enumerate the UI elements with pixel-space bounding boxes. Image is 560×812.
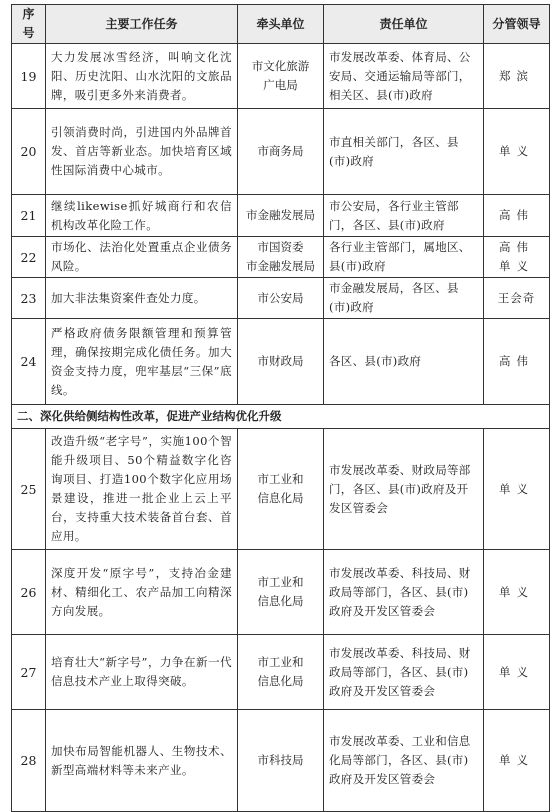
row-number: 19: [12, 44, 46, 109]
task-text: 加快布局智能机器人、生物技术、新型高端材料等未来产业。: [46, 710, 238, 812]
header-num: 序号: [12, 5, 46, 44]
leader-name: 高伟: [484, 319, 550, 405]
responsible-units: 市直相关部门，各区、县(市)政府: [324, 109, 484, 195]
responsible-units: 市发展改革委、工业和信息化局等部门，各区、县(市)政府及开发区管委会: [324, 710, 484, 812]
lead-unit: 市工业和 信息化局: [238, 429, 324, 550]
task-text: 深度开发“原字号”，支持冶金建材、精细化工、农产品加工向精深方向发展。: [46, 550, 238, 635]
task-text: 大力发展冰雪经济，叫响文化沈阳、历史沈阳、山水沈阳的文旅品牌，吸引更多外来消费者。: [46, 44, 238, 109]
lead-unit: 市工业和 信息化局: [238, 550, 324, 635]
responsible-units: 市发展改革委、体育局、公安局、交通运输局等部门，相关区、县(市)政府: [324, 44, 484, 109]
task-text: 加大非法集资案件查处力度。: [46, 278, 238, 319]
header-leader: 分管领导: [484, 5, 550, 44]
table-row: [12, 550, 550, 635]
table-row: [12, 319, 550, 405]
table-row: [12, 237, 550, 278]
lead-unit: 市公安局: [238, 278, 324, 319]
header-task: 主要工作任务: [46, 5, 238, 44]
lead-unit: 市工业和 信息化局: [238, 635, 324, 710]
section-title: 二、深化供给侧结构性改革，促进产业结构优化升级: [12, 405, 550, 429]
row-number: 20: [12, 109, 46, 195]
leader-name: 单义: [484, 635, 550, 710]
row-number: 21: [12, 195, 46, 237]
responsible-units: 各区、县(市)政府: [324, 319, 484, 405]
table-row: [12, 429, 550, 550]
row-number: 26: [12, 550, 46, 635]
section-row: [12, 405, 550, 429]
lead-unit: 市商务局: [238, 109, 324, 195]
leader-name: 单义: [484, 550, 550, 635]
leader-name: 单义: [484, 109, 550, 195]
lead-unit: 市文化旅游 广电局: [238, 44, 324, 109]
table-row: [12, 109, 550, 195]
row-number: 22: [12, 237, 46, 278]
leader-name: 高伟: [484, 195, 550, 237]
row-number: 24: [12, 319, 46, 405]
row-number: 27: [12, 635, 46, 710]
leader-name: 郑滨: [484, 44, 550, 109]
row-number: 25: [12, 429, 46, 550]
task-text: 培育壮大“新字号”，力争在新一代信息技术产业上取得突破。: [46, 635, 238, 710]
row-number: 23: [12, 278, 46, 319]
table-row: [12, 635, 550, 710]
header-lead: 牵头单位: [238, 5, 324, 44]
row-number: 28: [12, 710, 46, 812]
task-text: 改造升级“老字号”，实施100个智能升级项目、50个精益数字化咨询项目、打造100个数字化应用场景建设，推进一批企业上云上平台，支持重大技术装备首台套、首应用。: [46, 429, 238, 550]
table-row: [12, 710, 550, 812]
responsible-units: 市发展改革委、科技局、财政局等部门，各区、县(市)政府及开发区管委会: [324, 550, 484, 635]
leader-name: 高伟 单义: [484, 237, 550, 278]
lead-unit: 市财政局: [238, 319, 324, 405]
responsible-units: 市发展改革委、财政局等部门，各区、县(市)政府及开发区管委会: [324, 429, 484, 550]
header-row: [12, 5, 550, 44]
leader-name: 单义: [484, 429, 550, 550]
table-row: [12, 278, 550, 319]
task-table: [11, 4, 550, 812]
leader-name: 王会奇: [484, 278, 550, 319]
responsible-units: 市发展改革委、科技局、财政局等部门，各区、县(市)政府及开发区管委会: [324, 635, 484, 710]
responsible-units: 市公安局，各行业主管部门，各区、县(市)政府: [324, 195, 484, 237]
lead-unit: 市国资委 市金融发展局: [238, 237, 324, 278]
leader-name: 单义: [484, 710, 550, 812]
task-text: 继续likewise抓好城商行和农信机构改革化险工作。: [46, 195, 238, 237]
header-resp: 责任单位: [324, 5, 484, 44]
table-row: [12, 195, 550, 237]
task-text: 市场化、法治化处置重点企业债务风险。: [46, 237, 238, 278]
task-text: 引领消费时尚，引进国内外品牌首发、首店等新业态。加快培育区域性国际消费中心城市。: [46, 109, 238, 195]
task-text: 严格政府债务限额管理和预算管理，确保按期完成化债任务。加大资金支持力度，兜牢基层“三保”底线。: [46, 319, 238, 405]
lead-unit: 市金融发展局: [238, 195, 324, 237]
responsible-units: 市金融发展局，各区、县(市)政府: [324, 278, 484, 319]
responsible-units: 各行业主管部门，属地区、县(市)政府: [324, 237, 484, 278]
table-row: [12, 44, 550, 109]
lead-unit: 市科技局: [238, 710, 324, 812]
